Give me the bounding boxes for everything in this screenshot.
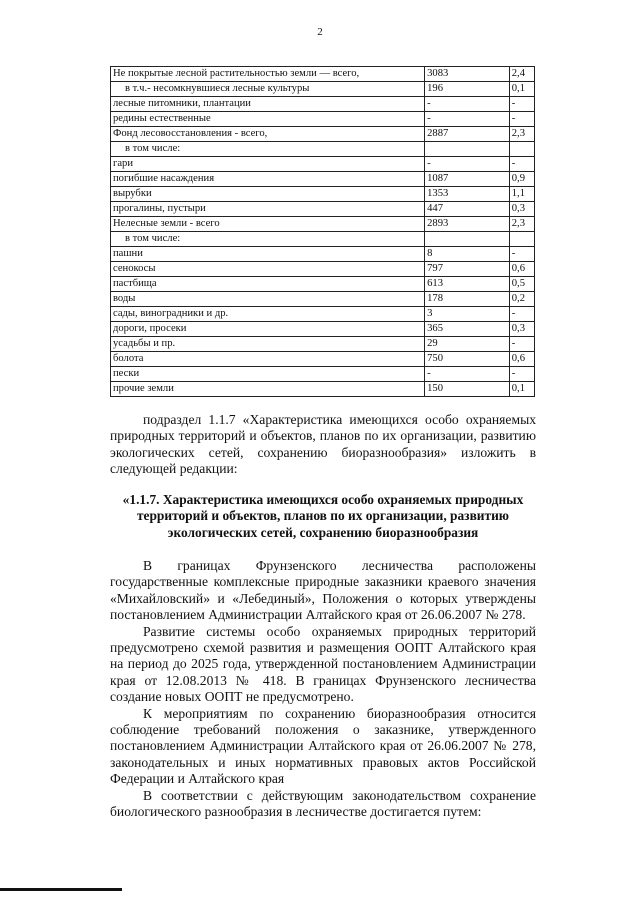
row-value: 2893 (425, 217, 510, 232)
row-percent: - (509, 112, 534, 127)
row-value: 196 (425, 82, 510, 97)
row-percent: 0,3 (509, 202, 534, 217)
row-percent: 2,4 (509, 67, 534, 82)
row-percent: 1,1 (509, 187, 534, 202)
table-row (111, 217, 535, 232)
table-row (111, 352, 535, 367)
paragraph-1: В границах Фрунзенского лесничества расположены государственные комплексные природные заказники краевого значения «Михайловский» и «Лебединый», Положения о которых утверждены постановлением Администрации Алтайского края от 26.06.2007 № 278. (110, 558, 536, 623)
row-value: 613 (425, 277, 510, 292)
table-row (111, 277, 535, 292)
body-text (110, 558, 536, 821)
row-percent: - (509, 367, 534, 382)
row-label: Не покрытые лесной растительностью земли — всего, (111, 67, 425, 82)
row-value: - (425, 112, 510, 127)
paragraph-4: В соответствии с действующим законодательством сохранение биологического разнообразия в лесничестве достигается путем: (110, 787, 536, 820)
row-percent: - (509, 307, 534, 322)
land-table-body (111, 67, 535, 397)
table-row (111, 382, 535, 397)
row-label: в том числе: (111, 232, 425, 247)
row-label: усадьбы и пр. (111, 337, 425, 352)
row-percent: 0,6 (509, 262, 534, 277)
page-number: 2 (317, 26, 323, 38)
row-value: 3083 (425, 67, 510, 82)
row-label: лесные питомники, плантации (111, 97, 425, 112)
row-label: прочие земли (111, 382, 425, 397)
section-heading: «1.1.7. Характеристика имеющихся особо охраняемых природных территорий и объектов, планов по их организации, развитию экологических сетей, сохранению биоразнообразия (122, 492, 524, 540)
row-percent (509, 142, 534, 157)
row-percent (509, 232, 534, 247)
table-row (111, 247, 535, 262)
paragraph-3: К мероприятиям по сохранению биоразнообразия относится соблюдение требований положения о заказнике, утвержденного постановлением Администрации Алтайского края от 26.06.2007 № 278, законодательных и иных нормативных правовых актов Российской Федерации и Алтайского края (110, 705, 536, 787)
row-percent: 2,3 (509, 217, 534, 232)
row-label: в т.ч.- несомкнувшиеся лесные культуры (111, 82, 425, 97)
row-label: прогалины, пустыри (111, 202, 425, 217)
row-label: болота (111, 352, 425, 367)
row-label: пашни (111, 247, 425, 262)
row-value: 1087 (425, 172, 510, 187)
row-percent: 2,3 (509, 127, 534, 142)
row-value: 150 (425, 382, 510, 397)
row-label: гари (111, 157, 425, 172)
row-label: пески (111, 367, 425, 382)
table-row (111, 187, 535, 202)
table-row (111, 172, 535, 187)
row-percent: 0,5 (509, 277, 534, 292)
row-value: 750 (425, 352, 510, 367)
row-value: 797 (425, 262, 510, 277)
row-value: 365 (425, 322, 510, 337)
table-row (111, 82, 535, 97)
row-value: 447 (425, 202, 510, 217)
row-percent: 0,9 (509, 172, 534, 187)
row-value (425, 232, 510, 247)
row-label: воды (111, 292, 425, 307)
row-percent: 0,3 (509, 322, 534, 337)
table-row (111, 97, 535, 112)
row-percent: 0,1 (509, 382, 534, 397)
table-row (111, 157, 535, 172)
intro-paragraph: подраздел 1.1.7 «Характеристика имеющихся особо охраняемых природных территорий и объектов, планов по их организации, развитию экологических сетей, сохранению биоразнообразия» изложить в следующей редакции: (110, 412, 536, 477)
table-row (111, 142, 535, 157)
table-row (111, 202, 535, 217)
row-percent: - (509, 247, 534, 262)
row-label: сенокосы (111, 262, 425, 277)
row-value: - (425, 157, 510, 172)
table-row (111, 307, 535, 322)
row-label: вырубки (111, 187, 425, 202)
row-value: - (425, 367, 510, 382)
table-row (111, 337, 535, 352)
row-label: погибшие насаждения (111, 172, 425, 187)
row-label: редины естественные (111, 112, 425, 127)
row-percent: - (509, 337, 534, 352)
table-row (111, 232, 535, 247)
row-label: пастбища (111, 277, 425, 292)
row-value: 8 (425, 247, 510, 262)
intro-block (110, 412, 536, 478)
paragraph-2: Развитие системы особо охраняемых природных территорий предусмотрено схемой развития и размещения ООПТ Алтайского края на период до 2025 года, утвержденной постановлением Администрации края от 12.08.2013 № 418. В границах Фрунзенского лесничества создание новых ООПТ не предусмотрено. (110, 623, 536, 705)
table-row (111, 112, 535, 127)
row-value: 29 (425, 337, 510, 352)
row-percent: 0,2 (509, 292, 534, 307)
land-table (110, 66, 535, 397)
table-row (111, 322, 535, 337)
table-row (111, 262, 535, 277)
row-percent: - (509, 157, 534, 172)
row-label: Нелесные земли - всего (111, 217, 425, 232)
row-label: сады, виноградники и др. (111, 307, 425, 322)
row-percent: 0,1 (509, 82, 534, 97)
row-percent: - (509, 97, 534, 112)
row-value: 2887 (425, 127, 510, 142)
row-label: в том числе: (111, 142, 425, 157)
footer-rule (0, 888, 122, 891)
row-label: Фонд лесовосстановления - всего, (111, 127, 425, 142)
row-value: 178 (425, 292, 510, 307)
row-value: 3 (425, 307, 510, 322)
table-row (111, 127, 535, 142)
table-row (111, 292, 535, 307)
row-value: 1353 (425, 187, 510, 202)
row-value (425, 142, 510, 157)
row-percent: 0,6 (509, 352, 534, 367)
row-value: - (425, 97, 510, 112)
table-row (111, 367, 535, 382)
row-label: дороги, просеки (111, 322, 425, 337)
table-row (111, 67, 535, 82)
